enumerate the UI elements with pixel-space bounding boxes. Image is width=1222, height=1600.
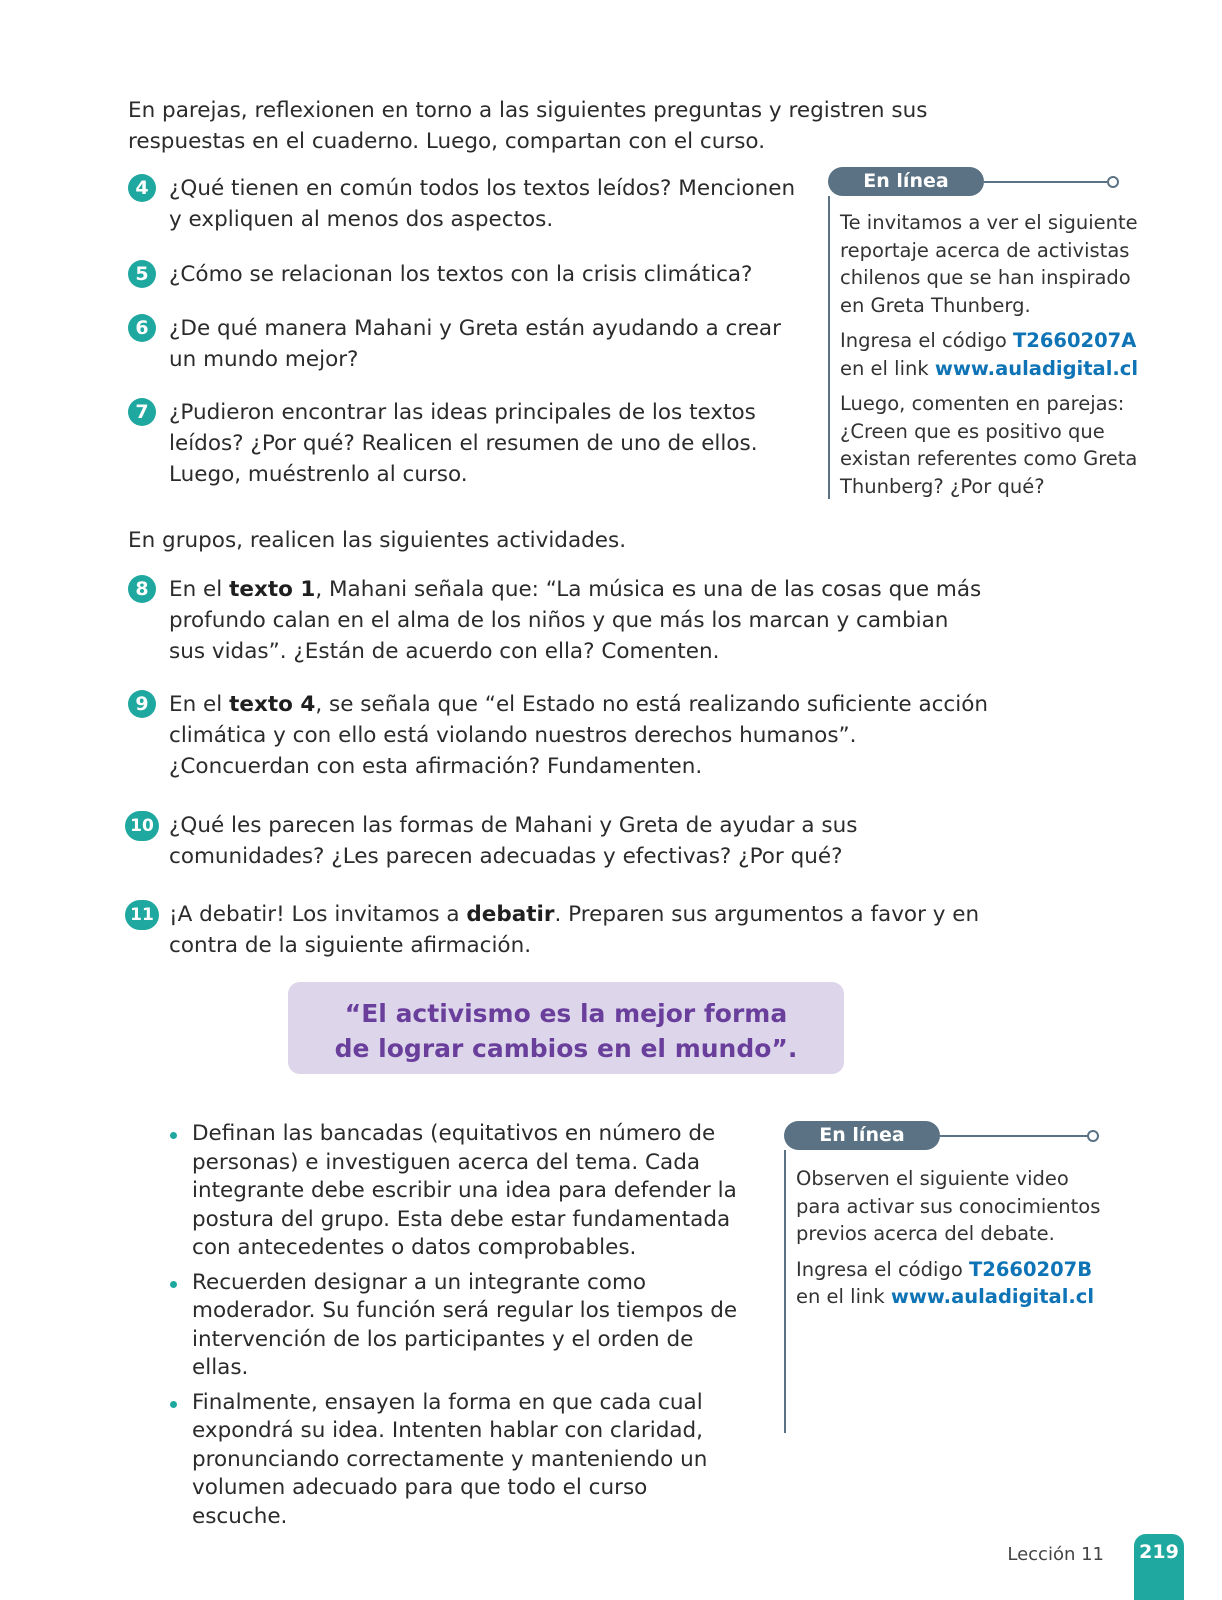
question-number-badge: 5: [128, 260, 156, 288]
auladigital-link[interactable]: www.auladigital.cl: [890, 1285, 1095, 1308]
online-label: En línea: [828, 167, 984, 196]
text-run: , se señala que “el Estado no está realizando suficiente acción climática y con ello está violando nuestros derechos humanos”. ¿Concuerdan con esta afirmación? Fundamenten.: [169, 692, 989, 779]
code-prefix: Ingresa el código: [840, 329, 1013, 352]
sidebox-dot-icon: [1087, 1130, 1099, 1142]
question-text: ¿Pudieron encontrar las ideas principales de los textos leídos? ¿Por qué? Realicen el resumen de uno de ellos. Luego, muéstrenlo al curso.: [169, 400, 758, 487]
sidebox-border: [784, 1150, 786, 1433]
list-item: [168, 1120, 748, 1263]
list-item-text: Finalmente, ensayen la forma en que cada cual expondrá su idea. Intenten hablar con claridad, pronunciando correctamente y manteniendo un volumen adecuado para que todo el curso escuche.: [192, 1389, 708, 1529]
debate-steps-list: [168, 1120, 748, 1537]
sidebox-access-code: [796, 1256, 1116, 1311]
question-text: ¿Cómo se relacionan los textos con la crisis climática?: [169, 262, 753, 287]
online-label: En línea: [784, 1121, 940, 1150]
question-number-badge: 7: [128, 398, 156, 426]
text-run: ¡A debatir! Los invitamos a: [169, 902, 467, 927]
text-run: En el: [169, 692, 230, 717]
statement-line: de lograr cambios en el mundo”.: [334, 1034, 798, 1063]
question-number-badge: 4: [128, 174, 156, 202]
link-prefix: en el link: [796, 1285, 891, 1308]
text-run: , Mahani señala que: “La música es una de las cosas que más profundo calan en el alma de los niños y que más los marcan y cambian sus vidas”. ¿Están de acuerdo con ella? Comenten.: [169, 577, 982, 664]
page-number: 219: [1134, 1534, 1184, 1600]
bullet-icon: [170, 1281, 177, 1288]
access-code: T2660207A: [1012, 329, 1137, 352]
online-sidebox-2: [784, 1121, 1114, 1311]
question-text: [169, 689, 999, 782]
sidebox-access-code: [840, 327, 1140, 382]
sidebox-rule: [984, 181, 1108, 183]
text-reference: texto 4: [229, 692, 316, 717]
question-text: ¿De qué manera Mahani y Greta están ayudando a crear un mundo mejor?: [169, 316, 781, 372]
debate-statement: [288, 996, 844, 1066]
question-number-badge: 11: [125, 900, 159, 930]
statement-line: “El activismo es la mejor forma: [344, 999, 788, 1028]
question-number-badge: 6: [128, 314, 156, 342]
list-item: [168, 1389, 748, 1532]
list-item: [168, 1269, 748, 1383]
text-run: . Preparen sus argumentos a favor y en contra de la siguiente afirmación.: [169, 902, 980, 958]
online-sidebox-1: [828, 167, 1138, 507]
text-reference: texto 1: [229, 577, 316, 602]
code-prefix: Ingresa el código: [796, 1257, 969, 1281]
instructions-groups: En grupos, realicen las siguientes actividades.: [128, 528, 627, 553]
sidebox-rule: [940, 1135, 1088, 1137]
keyword-debatir: debatir: [466, 902, 555, 927]
lesson-label: Lección 11: [1007, 1544, 1104, 1565]
question-number-badge: 8: [128, 575, 156, 603]
text-run: En el: [169, 577, 230, 602]
auladigital-link[interactable]: www.auladigital.cl: [934, 356, 1139, 380]
question-text: ¿Qué les parecen las formas de Mahani y Greta de ayudar a sus comunidades? ¿Les parecen adecuadas y efectivas? ¿Por qué?: [169, 813, 858, 869]
instructions-pairs: En parejas, reflexionen en torno a las siguientes preguntas y registren sus respuestas en el cuaderno. Luego, compartan con el curso.: [128, 98, 928, 154]
link-prefix: en el link: [840, 356, 935, 380]
list-item-text: Recuerden designar a un integrante como moderador. Su función será regular los tiempos de intervención de los participantes y el orden de ellas.: [192, 1269, 738, 1380]
bullet-icon: [170, 1401, 177, 1408]
sidebox-content: [840, 209, 1140, 508]
question-number-badge: 9: [128, 690, 156, 718]
debate-statement-box: [288, 982, 844, 1074]
sidebox-dot-icon: [1107, 176, 1119, 188]
bullet-icon: [170, 1132, 177, 1139]
question-text: [169, 899, 984, 961]
access-code: T2660207B: [968, 1257, 1093, 1281]
sidebox-content: [796, 1165, 1116, 1319]
list-item-text: Definan las bancadas (equitativos en número de personas) e investiguen acerca del tema. Cada integrante debe escribir una idea para defender la postura del grupo. Esta debe estar fundamentada con antecedentes o datos comprobables.: [192, 1121, 737, 1260]
question-text: [169, 574, 984, 667]
sidebox-paragraph: Observen el siguiente video para activar sus conocimientos previos acerca del debate.: [796, 1167, 1101, 1245]
question-text: ¿Qué tienen en común todos los textos leídos? Mencionen y expliquen al menos dos aspectos.: [169, 176, 796, 232]
sidebox-paragraph: Te invitamos a ver el siguiente reportaje acerca de activistas chilenos que se han inspirado en Greta Thunberg.: [840, 211, 1138, 317]
question-number-badge: 10: [125, 811, 159, 841]
sidebox-paragraph: Luego, comenten en parejas: ¿Creen que es positivo que existan referentes como Greta Thunberg? ¿Por qué?: [840, 392, 1138, 498]
sidebox-border: [828, 196, 830, 499]
